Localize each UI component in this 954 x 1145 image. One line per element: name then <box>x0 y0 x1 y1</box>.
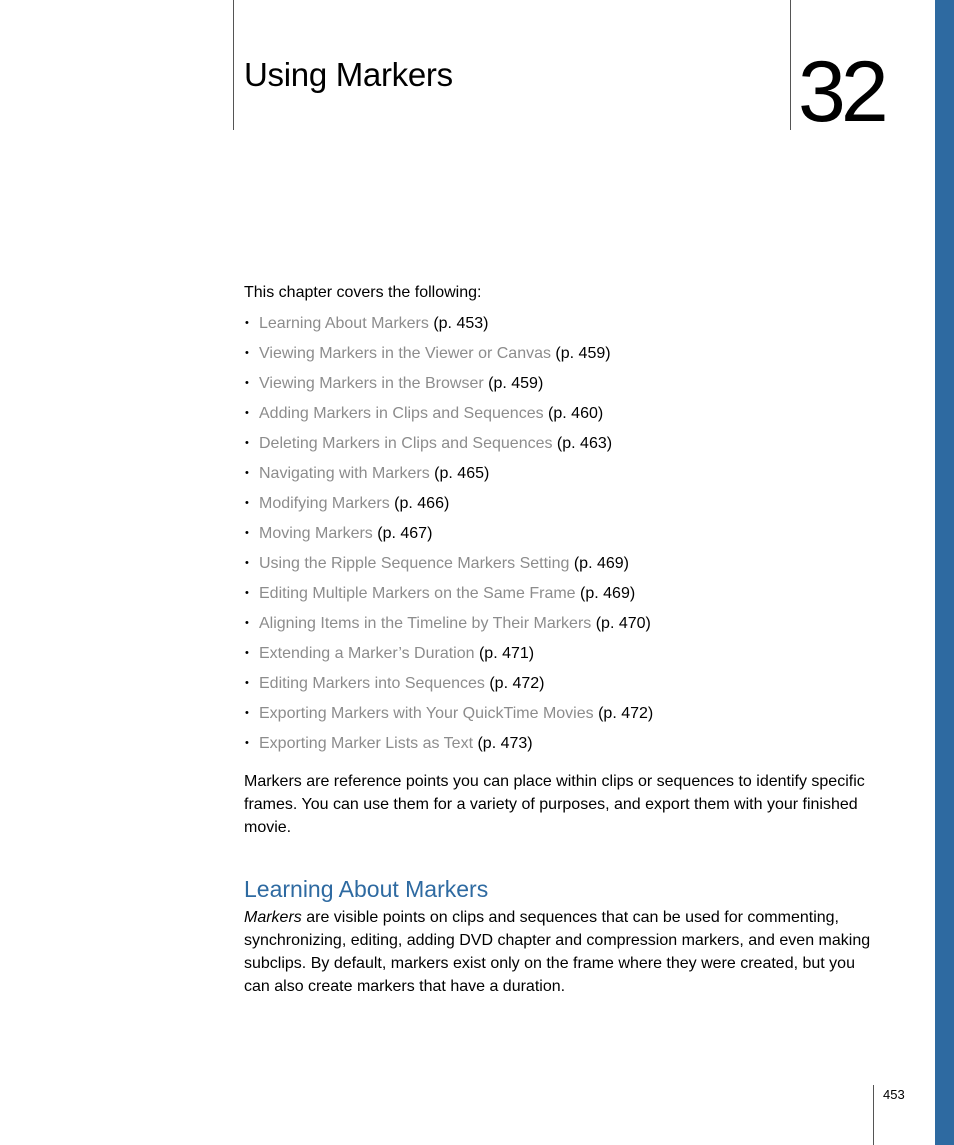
toc-link[interactable]: Adding Markers in Clips and Sequences <box>259 405 544 422</box>
toc-item <box>244 524 653 554</box>
toc-link[interactable]: Viewing Markers in the Browser <box>259 375 484 392</box>
toc-link[interactable]: Exporting Marker Lists as Text <box>259 735 474 752</box>
toc-link[interactable]: Editing Multiple Markers on the Same Frame <box>259 585 576 602</box>
toc-item <box>244 704 653 734</box>
toc-item <box>244 494 653 524</box>
toc-link[interactable]: Extending a Marker’s Duration <box>259 645 475 662</box>
chapter-number: 32 <box>798 44 884 140</box>
toc-page-ref: (p. 463) <box>552 435 613 452</box>
toc-link[interactable]: Aligning Items in the Timeline by Their Markers <box>259 615 592 632</box>
toc-link[interactable]: Editing Markers into Sequences <box>259 675 485 692</box>
toc-item <box>244 734 653 764</box>
side-color-band <box>935 0 954 1145</box>
toc-page-ref: (p. 460) <box>543 405 604 422</box>
toc-link[interactable]: Using the Ripple Sequence Markers Setting <box>259 555 570 572</box>
page-number: 453 <box>883 1087 905 1102</box>
toc-link[interactable]: Exporting Markers with Your QuickTime Movies <box>259 705 594 722</box>
toc-item <box>244 404 653 434</box>
toc-link[interactable]: Viewing Markers in the Viewer or Canvas <box>259 345 551 362</box>
toc-item <box>244 434 653 464</box>
toc-item <box>244 674 653 704</box>
toc-item <box>244 344 653 374</box>
toc-link[interactable]: Modifying Markers <box>259 495 390 512</box>
section-paragraph <box>244 906 884 998</box>
toc-page-ref: (p. 472) <box>593 705 654 722</box>
toc-item <box>244 464 653 494</box>
toc-link[interactable]: Learning About Markers <box>259 315 429 332</box>
chapter-toc <box>244 314 653 764</box>
toc-item <box>244 374 653 404</box>
header-rule-right <box>790 0 791 130</box>
footer-rule <box>873 1085 874 1145</box>
toc-page-ref: (p. 469) <box>575 585 636 602</box>
section-body-text: are visible points on clips and sequences that can be used for commenting, synchronizing, editing, adding DVD chapter and compression markers, and even making subclips. By default, markers exist only on the frame where they were created, but you can also create markers that have a duration. <box>244 909 871 995</box>
toc-item <box>244 314 653 344</box>
toc-page-ref: (p. 453) <box>428 315 489 332</box>
toc-page-ref: (p. 459) <box>483 375 544 392</box>
toc-item <box>244 554 653 584</box>
header-rule-left <box>233 0 234 130</box>
section-heading: Learning About Markers <box>244 876 489 902</box>
toc-link[interactable]: Deleting Markers in Clips and Sequences <box>259 435 553 452</box>
toc-page-ref: (p. 465) <box>429 465 490 482</box>
toc-link[interactable]: Navigating with Markers <box>259 465 430 482</box>
toc-item <box>244 614 653 644</box>
toc-page-ref: (p. 467) <box>372 525 433 542</box>
toc-page-ref: (p. 466) <box>389 495 450 512</box>
toc-item <box>244 584 653 614</box>
chapter-title: Using Markers <box>244 56 453 93</box>
defined-term: Markers <box>244 909 302 926</box>
toc-page-ref: (p. 469) <box>569 555 629 572</box>
toc-page-ref: (p. 472) <box>484 675 545 692</box>
toc-page-ref: (p. 470) <box>591 615 651 632</box>
toc-link[interactable]: Moving Markers <box>259 525 373 542</box>
toc-page-ref: (p. 459) <box>550 345 611 362</box>
toc-page-ref: (p. 471) <box>474 645 535 662</box>
toc-item <box>244 644 653 674</box>
toc-page-ref: (p. 473) <box>473 735 533 752</box>
intro-text: This chapter covers the following: <box>244 284 482 301</box>
overview-paragraph: Markers are reference points you can place within clips or sequences to identify specific frames. You can use them for a variety of purposes, and export them with your finished movie. <box>244 773 865 836</box>
